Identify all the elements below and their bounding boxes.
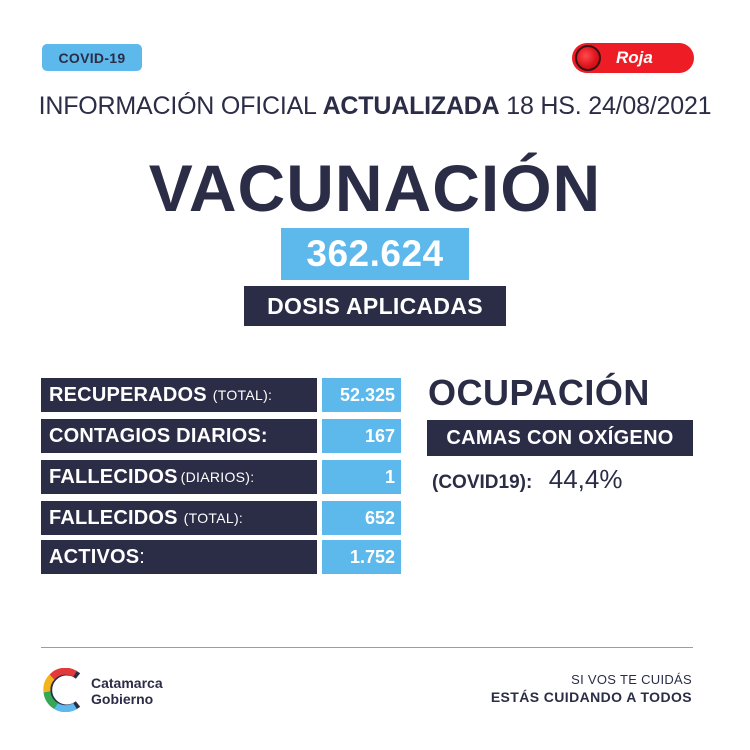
stat-row-fallecidos-diarios — [41, 460, 401, 494]
slogan — [491, 672, 692, 705]
stat-row-fallecidos-total — [41, 501, 401, 535]
stat-label — [41, 460, 317, 494]
stat-label-main: FALLECIDOS — [49, 465, 178, 488]
stat-row-contagios — [41, 419, 401, 453]
occupancy-title: OCUPACIÓN — [428, 372, 650, 413]
logo-line2: Gobierno — [91, 691, 154, 707]
stat-value: 52.325 — [322, 378, 401, 412]
stat-label — [41, 540, 317, 574]
alert-level-badge — [572, 43, 694, 73]
stat-value: 1 — [322, 460, 401, 494]
catamarca-logo-icon — [42, 668, 86, 712]
stat-value: 652 — [322, 501, 401, 535]
slogan-line1: SI VOS TE CUIDÁS — [571, 672, 692, 687]
stat-label-sub: (TOTAL): — [212, 387, 273, 403]
stat-row-recuperados — [41, 378, 401, 412]
vaccination-title: VACUNACIÓN — [148, 151, 602, 225]
footer-divider — [41, 647, 693, 648]
stat-label-sub: (DIARIOS): — [180, 469, 255, 485]
stat-value: 167 — [322, 419, 401, 453]
info-date: 18 HS. 24/08/2021 — [506, 92, 712, 120]
alert-level-label: Roja — [616, 48, 653, 67]
stat-label — [41, 501, 317, 535]
stat-label — [41, 419, 317, 453]
alert-light-icon — [575, 45, 601, 71]
occupancy-prefix: (COVID19): — [432, 472, 533, 493]
info-bold: ACTUALIZADA — [322, 92, 500, 120]
doses-count: 362.624 — [281, 228, 469, 280]
doses-label: DOSIS APLICADAS — [244, 286, 506, 326]
stat-label-colon: : — [139, 545, 145, 568]
info-prefix: INFORMACIÓN OFICIAL — [38, 92, 316, 120]
logo-line1: Catamarca — [91, 675, 163, 691]
stat-label-main: FALLECIDOS — [49, 506, 178, 529]
stat-value: 1.752 — [322, 540, 401, 574]
stat-label — [41, 378, 317, 412]
stat-row-activos — [41, 540, 401, 574]
beds-label: CAMAS CON OXÍGENO — [427, 420, 693, 456]
stat-label-sub: (TOTAL): — [183, 510, 244, 526]
covid-badge-label: COVID-19 — [58, 49, 126, 66]
covid-badge — [42, 44, 142, 71]
update-info — [0, 92, 750, 121]
stat-label-main: ACTIVOS — [49, 545, 140, 568]
slogan-line2: ESTÁS CUIDANDO A TODOS — [490, 689, 692, 705]
stat-label-main: CONTAGIOS DIARIOS: — [49, 424, 268, 447]
stat-label-main: RECUPERADOS — [49, 383, 207, 406]
occupancy-line — [432, 464, 622, 495]
logo-text — [91, 675, 163, 707]
occupancy-value: 44,4% — [548, 464, 623, 494]
